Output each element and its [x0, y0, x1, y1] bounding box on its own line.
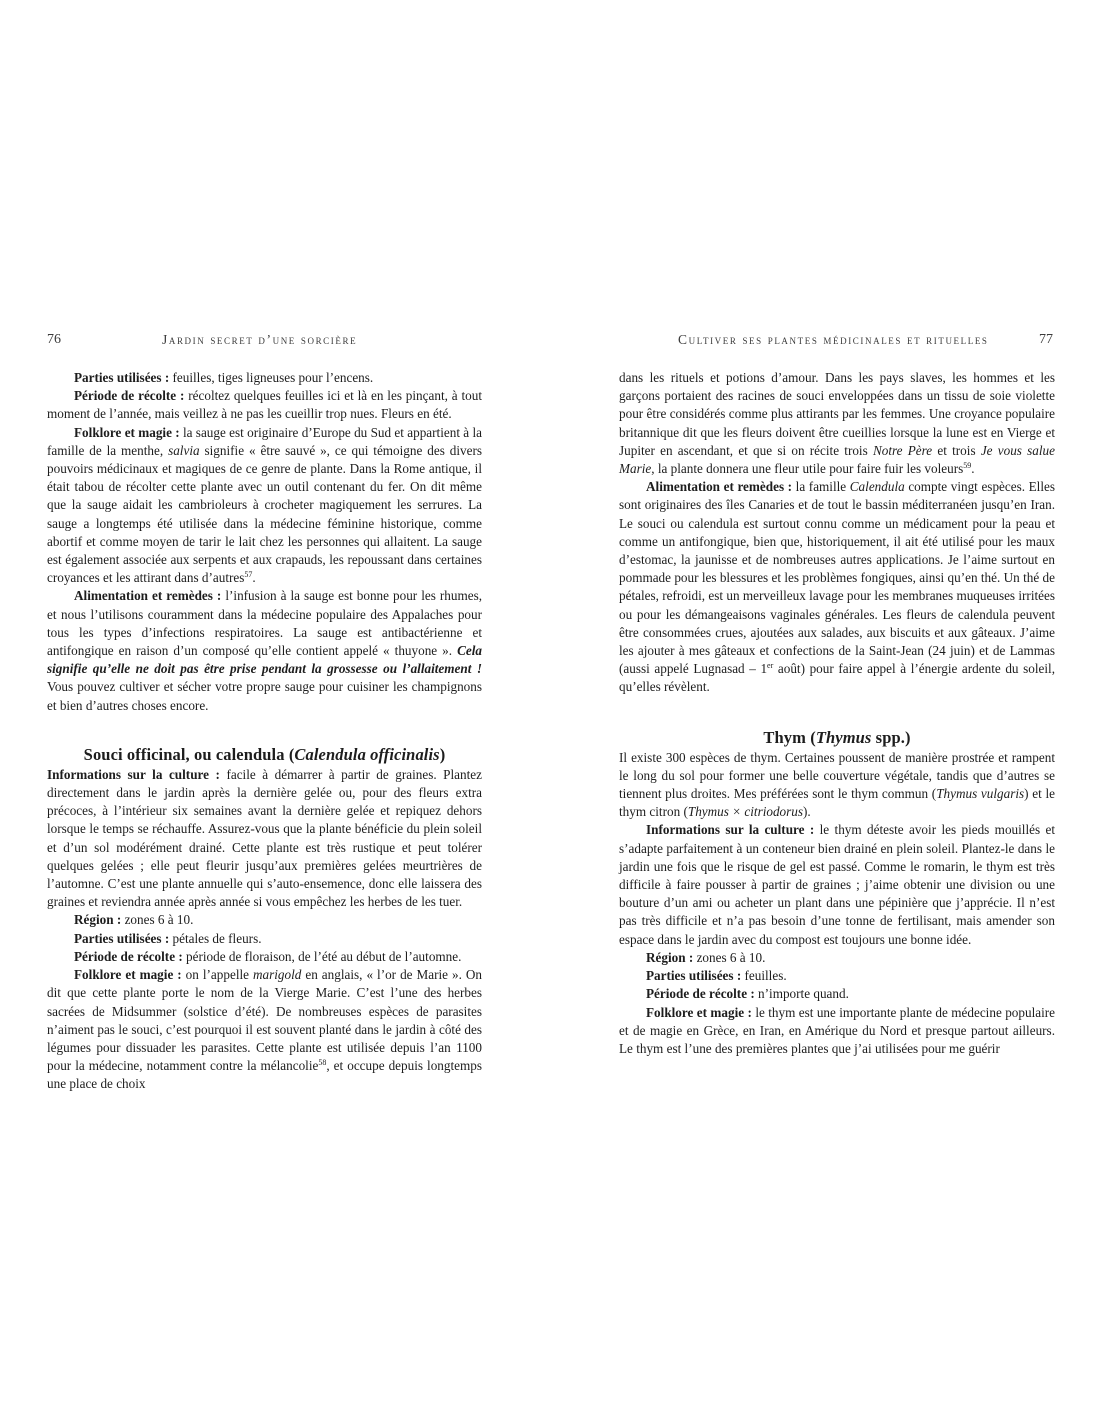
paragraph-folklore	[47, 966, 482, 1093]
superscript: er	[767, 661, 774, 671]
heading-text: Souci officinal, ou calendula (	[83, 744, 295, 764]
field-text: pétales de fleurs.	[169, 930, 262, 946]
field-text: facile à démarrer à partir de graines. Plantez directement dans le jardin après la dernière gelée ou, pour des fleurs extra précoces, à l’intérieur six semaines avant la dernière gelée et repiquez dehors lorsque le temps se réchauffe. Assurez-vous que la plante bénéficie du plein soleil et d’un sol modérément drainé. Cette plante est très rustique et peut tolérer quelques gelées ; elle peut fleurir jusqu’aux premières gelées meurtrières de l’automne. C’est une plante annuelle qui s’auto-ensemence, donc elle laissera des graines et reviendra année après année si vous empêchez les herbes de les tuer.	[47, 766, 482, 910]
field-label: Folklore et magie :	[74, 967, 182, 983]
paragraph-parts-used	[619, 967, 1055, 985]
italic-term: Notre Père	[872, 442, 933, 458]
field-text: signifie « être sauvé », ce qui témoigne des divers pouvoirs médicinaux et magiques de ce genre de plante. Dans la Rome antique, il était tabou de récolter cette plante avec un outil contenant du fer. On dit même que la sauge aidait les cambrioleurs à crocheter magiquement les serrures. La sauge a longtemps été utilisée dans la médecine féminine historique, comme abortif et comme moyen de tarir le lait chez les personnes qui allaitent. La sauge est également associée aux serpents et aux crapauds, les repoussant dans certaines croyances et les attirant dans d’autres	[47, 442, 482, 586]
running-head: Jardin secret d’une sorcière	[162, 332, 358, 347]
warning-text: Cela signifie qu’elle ne doit pas être prise pendant la grossesse ou l’allaitement !	[47, 643, 482, 677]
field-text: zones 6 à 10.	[121, 912, 194, 928]
field-text: période de floraison, de l’été au début de l’automne.	[182, 948, 462, 964]
paragraph-harvest	[47, 948, 482, 966]
field-text: zones 6 à 10.	[693, 949, 766, 965]
field-label: Parties utilisées :	[646, 968, 742, 984]
paragraph-parts-used	[47, 369, 482, 387]
field-text: dans les rituels et potions d’amour. Dans les pays slaves, les hommes et les garçons portaient des racines de souci enveloppées dans un tissu de soie violette pour être considérés comme plus attirants par les femmes. Une croyance populaire britannique dit que les fleurs doivent être cueillies lorsque la lune est en Vierge et Jupiter en ascendant, et que si on récite trois	[619, 370, 1055, 458]
field-label: Parties utilisées :	[74, 930, 170, 946]
field-label: Période de récolte :	[74, 948, 183, 964]
field-text: compte vingt espèces. Elles sont originaires des îles Canaries et de tout le bassin méditerranéen jusqu’en Iran. Le souci ou calendula est surtout connu comme un médicament pour la peau et comme un antifongique, bien que, historiquement, il ait été utilisé pour les maux d’estomac, la jaunisse et de nombreuses autres applications. Je l’aime surtout en pommade pour les blessures et les problèmes fongiques, ainsi qu’en thé. Un thé de pétales, refroidi, est un merveilleux lavage pour les membranes muqueuses irritées ou pour les démangeaisons vaginales générales. Les fleurs de calendula peuvent être consommées crues, ajoutées aux salades, aux biscuits et aux gâteaux. J’aime les ajouter à mes gâteaux et confections de la Saint-Jean (24 juin) et de Lammas (aussi appelé Lugnasad – 1	[619, 479, 1055, 677]
field-text: août) pour faire appel à l’énergie ardente du soleil, qu’elles révèlent.	[619, 661, 1055, 695]
paragraph-harvest	[47, 387, 482, 423]
paragraph-parts-used	[47, 930, 482, 948]
field-label: Informations sur la culture :	[646, 822, 815, 838]
page-body	[619, 369, 1055, 1058]
page-body	[47, 369, 482, 1094]
field-label: Région :	[646, 949, 694, 965]
heading-text: )	[439, 744, 446, 764]
field-text: le thym est une importante plante de médecine populaire et de magie en Grèce, en Iran, en Amérique du Nord et presque partout ailleurs. Le thym est l’une des premières plantes que j’ai utilisées pour me guérir	[619, 1004, 1056, 1056]
paragraph-culture	[619, 821, 1055, 948]
field-text: n’importe quand.	[754, 986, 849, 1002]
field-text: , et occupe depuis longtemps une place de choix	[47, 1058, 482, 1092]
field-label: Période de récolte :	[74, 388, 185, 404]
italic-term: marigold	[253, 967, 302, 983]
field-text: en anglais, « l’or de Marie ». On dit que cette plante porte le nom de la Vierge Marie. C’est l’une des herbes sacrées de Midsummer (solstice d’été). De nombreuses espèces de parasites n’aiment pas le souci, c’est pourquoi il est souvent planté dans le jardin à côté des légumes pour dissuader les parasites. Cette plante est utilisée depuis l’an 1100 pour la médecine, notamment contre la mélancolie	[47, 967, 482, 1074]
italic-term: Thymus vulgaris	[936, 786, 1025, 802]
footnote-ref: 58	[318, 1058, 327, 1068]
field-text: Vous pouvez cultiver et sécher votre propre sauge pour cuisiner les champignons et bien d’autres choses encore.	[47, 679, 482, 713]
running-head: Cultiver ses plantes médicinales et rituelles	[678, 332, 989, 347]
section-heading	[47, 744, 482, 766]
field-label: Alimentation et remèdes :	[646, 479, 793, 495]
page-number: 76	[47, 332, 61, 347]
field-text: et trois	[932, 442, 981, 458]
paragraph-food-remedies	[47, 587, 482, 714]
footnote-ref: 57	[244, 570, 253, 580]
field-text: le thym déteste avoir les pieds mouillés et s’adapte parfaitement à un conteneur bien drainé en plein soleil. Plantez-le dans le jardin une fois que le risque de gel est passé. Comme le romarin, le thym est très difficile à faire pousser à partir de graines ; j’aime obtenir une division ou une bouture d’un ami ou acheter un plant dans une pépinière que j’apprécie. Il n’est pas très difficile et n’a pas besoin d’une tonne de fertilisant, mais amender son espace dans le jardin avec du compost est toujours une bonne idée.	[619, 822, 1055, 947]
field-text: .	[252, 570, 256, 586]
italic-term: salvia	[168, 442, 200, 458]
field-label: Période de récolte :	[646, 986, 755, 1002]
field-label: Alimentation et remèdes :	[74, 588, 222, 604]
paragraph-region	[619, 949, 1055, 967]
section-heading	[619, 727, 1055, 749]
field-text: l’infusion à la sauge est bonne pour les rhumes, et nous l’utilisons couramment dans la médecine populaire des Appalaches pour tous les types d’infections respiratoires. La sauge est antibactérienne et antifongique en raison d’un composé qu’elle contient appelé « thuyone ».	[47, 588, 483, 659]
field-label: Folklore et magie :	[646, 1004, 752, 1020]
heading-text: Thym (	[763, 727, 816, 747]
paragraph-region	[47, 911, 482, 929]
field-text: ) et le thym citron (	[619, 786, 1055, 820]
field-label: Région :	[74, 912, 122, 928]
field-text: récoltez quelques feuilles ici et là en les pinçant, à tout moment de l’année, mais veillez à ne pas les cueillir trop nues. Fleurs en été.	[47, 388, 482, 422]
heading-text: spp.)	[871, 727, 911, 747]
field-label: Parties utilisées :	[74, 370, 170, 385]
italic-term: Calendula	[849, 479, 905, 495]
footnote-ref: 59	[963, 461, 972, 471]
field-text: la sauge est originaire d’Europe du Sud et appartient à la famille de la menthe,	[47, 424, 482, 458]
field-text: .	[971, 461, 975, 477]
page-number: 77	[1039, 332, 1053, 347]
paragraph-culture	[47, 766, 482, 912]
paragraph-folklore	[47, 424, 482, 588]
right-page	[550, 0, 1100, 1422]
paragraph-folklore	[619, 1004, 1055, 1059]
paragraph-harvest	[619, 985, 1055, 1003]
field-text: Il existe 300 espèces de thym. Certaines poussent de manière prostrée et rampent le long du sol pour former une belle couverture végétale, tandis que d’autres se tiennent plus droites. Mes préférées sont le thym commun (	[619, 749, 1055, 802]
heading-latin-name: Thymus	[815, 727, 872, 747]
italic-term: Je vous salue Marie	[619, 442, 1055, 477]
field-label: Informations sur la culture :	[47, 766, 220, 782]
paragraph-continued	[619, 369, 1055, 478]
heading-latin-name: Calendula officinalis	[294, 744, 440, 764]
field-text: feuilles.	[741, 968, 787, 984]
paragraph-food-remedies	[619, 478, 1055, 696]
paragraph-intro	[619, 749, 1055, 822]
field-text: on l’appelle	[181, 967, 253, 983]
field-text: feuilles, tiges ligneuses pour l’encens.	[169, 370, 374, 385]
italic-term: Thymus × citriodorus	[687, 804, 803, 820]
field-text: ).	[803, 804, 811, 820]
field-text: , la plante donnera une fleur utile pour faire fuir les voleurs	[651, 461, 964, 477]
field-text: la famille	[792, 479, 850, 495]
field-label: Folklore et magie :	[74, 424, 180, 440]
